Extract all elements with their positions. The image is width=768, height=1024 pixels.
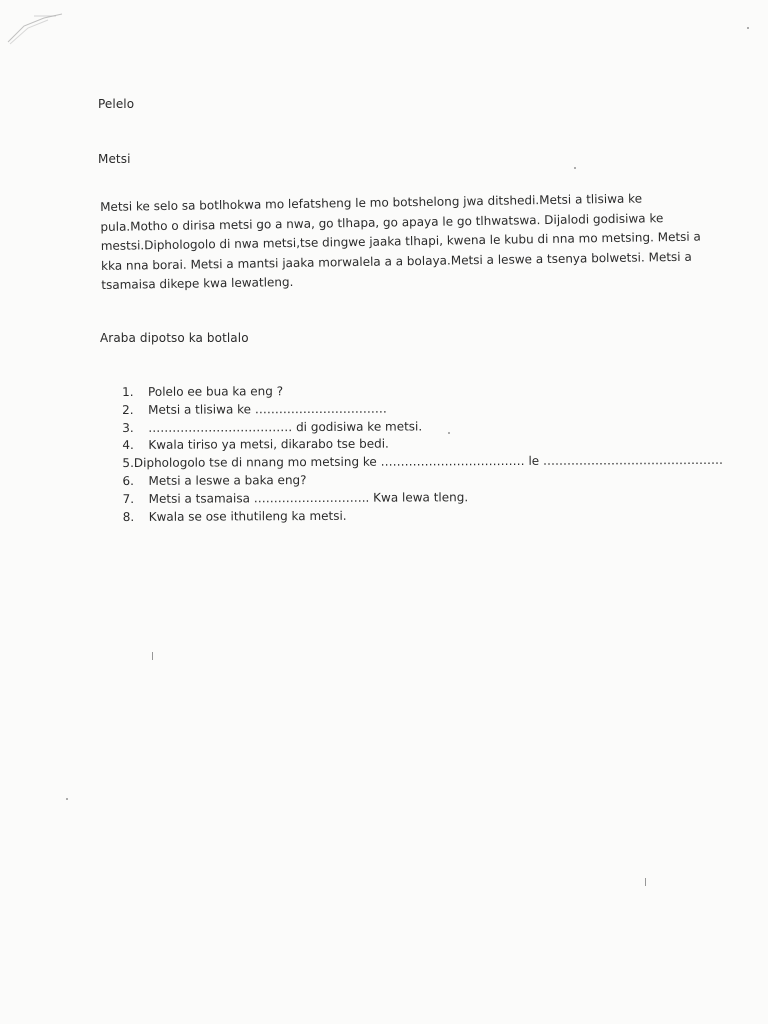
question-number: 3. [122, 420, 134, 435]
question-number: 8. [122, 509, 135, 524]
question-number: 6. [122, 473, 134, 488]
document-title: Metsi [98, 152, 131, 166]
scan-corner-mark [4, 6, 64, 46]
question-number: 5. [122, 456, 134, 471]
scan-speck [747, 27, 749, 29]
scan-speck [574, 167, 576, 169]
document-subject: Pelelo [98, 97, 135, 111]
question-text: Metsi a leswe a baka eng? [148, 473, 307, 488]
scan-speck [645, 878, 646, 886]
question-text: Diphologolo tse di nnang mo metsing ke ……………………………… le ……………………………………… [133, 453, 724, 471]
question-number: 2. [122, 402, 134, 417]
list-item [123, 505, 723, 526]
question-number: 4. [122, 438, 134, 453]
list-item [122, 452, 722, 473]
scan-speck [66, 798, 68, 800]
question-text: Kwala se ose ithutileng ka metsi. [148, 508, 347, 524]
question-text: Metsi a tsamaisa ……………………….. Kwa lewa tleng. [148, 489, 469, 506]
question-text: Polelo ee bua ka eng ? [148, 384, 284, 399]
question-number: 7. [122, 491, 135, 506]
question-text: ……………………………… di godisiwa ke metsi. [148, 419, 423, 435]
question-text: Metsi a tlisiwa ke …………………………… [148, 401, 387, 417]
question-list [122, 381, 723, 527]
question-text: Kwala tiriso ya metsi, dikarabo tse bedi. [148, 436, 389, 453]
instruction-text: Araba dipotso ka botlalo [100, 331, 249, 345]
scan-speck [152, 652, 153, 660]
question-number: 1. [122, 384, 134, 399]
reading-paragraph: Metsi ke selo sa botlhokwa mo lefatsheng le mo botshelong jwa ditshedi.Metsi a tlisiwa ke pula.Motho o dirisa metsi go a nwa, go tlhapa, go apaya le go tlhwatswa. Dijalodi godisiwa ke mestsi.Diphologolo di nwa metsi,tse dingwe jaaka tlhapi, kwena le kubu di nna mo metsing. Metsi a kka nna borai. Metsi a mantsi jaaka morwalela a a bolaya.Metsi a leswe a tsenya bolwetsi. Metsi a tsamaisa dikepe kwa lewatleng. [100, 191, 701, 292]
